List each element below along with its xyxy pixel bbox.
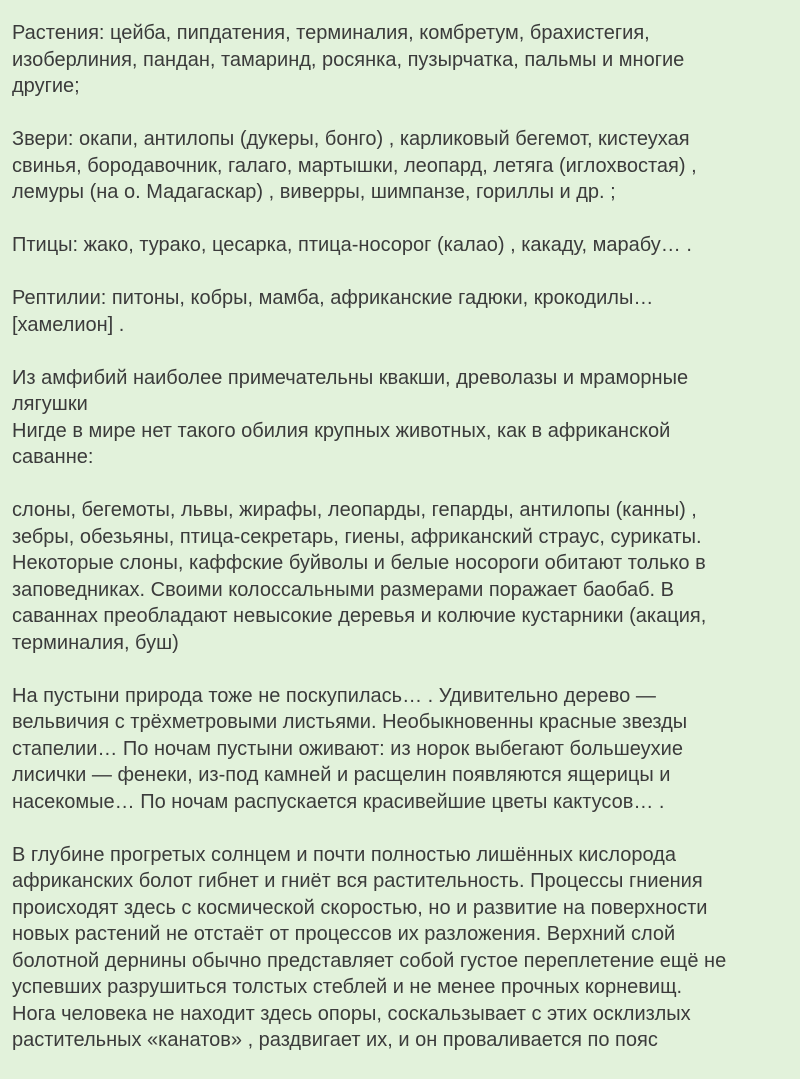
paragraph-plants: Растения: цейба, пипдатения, терминалия, комбретум, брахистегия, изоберлиния, пандан, тамаринд, росянка, пузырчатка, пальмы и многие другие; <box>12 22 685 97</box>
paragraph-gap <box>12 206 788 233</box>
paragraph-birds: Птицы: жако, турако, цесарка, птица-носорог (калао) , какаду, марабу… . <box>12 234 692 256</box>
paragraph-reptiles: Рептилии: питоны, кобры, мамба, африканские гадюки, крокодилы… [хамелион] . <box>12 287 654 336</box>
paragraph-savanna-animals: слоны, бегемоты, львы, жирафы, леопарды, гепарды, антилопы (канны) , зебры, обезьяны, птица-секретарь, гиены, африканский страус, сурикаты. Некоторые слоны, каффские буйволы и белые носороги обитают только в заповедниках. Своими колоссальными размерами поражает баобаб. В саваннах преобладают невысокие деревья и колючие кустарники (акация, терминалия, буш) <box>12 499 707 654</box>
paragraph-deserts: На пустыни природа тоже не поскупилась… . Удивительно дерево — вельвичия с трёхметровыми листьями. Необыкновенны красные звезды стапелии… По ночам пустыни оживают: из норок выбегают большеухие лисички — фенеки, из-под камней и расщелин появляются ящерицы и насекомые… По ночам распускается красивейшие цветы кактусов… . <box>12 684 688 813</box>
paragraph-gap <box>12 656 788 683</box>
paragraph-swamps: В глубине прогретых солнцем и почти полностью лишённых кислорода африканских болот гибнет и гниёт вся растительность. Процессы гниения происходят здесь с космической скоростью, но и развитие на поверхности новых растений не отстаёт от процессов их разложения. Верхний слой болотной дернины обычно представляет собой густое переплетение ещё не успевших разрушиться толстых стеблей и не менее прочных корневищ. Нога человека не находит здесь опоры, соскальзывает с этих осклизлых растительных «канатов» , раздвигает их, и он проваливается по пояс <box>12 843 727 1051</box>
paragraph-animals: Звери: окапи, антилопы (дукеры, бонго) , карликовый бегемот, кистеухая свинья, бородавочник, галаго, мартышки, леопард, летяга (иглохвостая) , лемуры (на о. Мадагаскар) , виверры, шимпанзе, гориллы и др. ; <box>12 128 697 203</box>
paragraph-amphibians-savanna: Из амфибий наиболее примечательны квакши, древолазы и мраморные лягушки Нигде в мире нет такого обилия крупных животных, как в африканской саванне: <box>12 366 689 468</box>
paragraph-gap <box>12 471 788 498</box>
paragraph-gap <box>12 815 788 842</box>
paragraph-gap <box>12 338 788 365</box>
paragraph-gap <box>12 100 788 127</box>
paragraph-gap <box>12 259 788 286</box>
